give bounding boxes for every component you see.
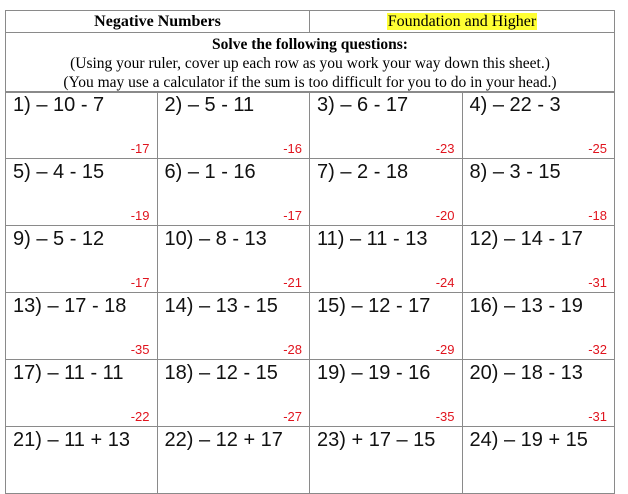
- question-cell: [309, 292, 463, 360]
- question-cell: [462, 359, 616, 427]
- level-label: Foundation and Higher: [387, 13, 537, 30]
- answer-text: -32: [588, 342, 607, 357]
- question-text: 3) – 6 - 17: [317, 94, 409, 116]
- answer-text: -21: [283, 275, 302, 290]
- question-cell: [157, 91, 311, 159]
- answer-text: -20: [435, 208, 455, 223]
- question-text: 17) – 11 - 11: [13, 362, 124, 384]
- question-cell: [462, 426, 616, 494]
- answer-text: -23: [435, 141, 455, 156]
- question-text: 12) – 14 - 17: [469, 228, 583, 250]
- question-text: 13) – 17 - 18: [13, 295, 127, 317]
- question-text: 6) – 1 - 16: [164, 161, 256, 183]
- question-text: 9) – 5 - 12: [13, 228, 105, 250]
- question-cell: [5, 91, 158, 159]
- question-text: 23) + 17 – 15: [317, 429, 436, 451]
- instructions: [5, 32, 615, 93]
- answer-text: -19: [130, 208, 150, 223]
- answer-text: -18: [588, 208, 607, 223]
- question-text: 14) – 13 - 15: [164, 295, 278, 317]
- question-text: 19) – 19 - 16: [317, 362, 431, 384]
- question-text: 8) – 3 - 15: [469, 161, 561, 183]
- question-cell: [462, 292, 616, 360]
- question-cell: [157, 359, 311, 427]
- question-text: 4) – 22 - 3: [469, 94, 561, 116]
- question-cell: [5, 158, 158, 226]
- question-text: 10) – 8 - 13: [164, 228, 267, 250]
- question-text: 1) – 10 - 7: [13, 94, 105, 116]
- question-cell: [462, 158, 616, 226]
- answer-text: -28: [283, 342, 302, 357]
- question-cell: [309, 225, 463, 293]
- answer-text: -31: [588, 275, 607, 290]
- question-cell: [309, 359, 463, 427]
- answer-text: -16: [283, 141, 302, 156]
- question-text: 16) – 13 - 19: [469, 295, 583, 317]
- question-cell: [309, 426, 463, 494]
- question-text: 11) – 11 - 13: [317, 228, 428, 250]
- instructions-line-1: (Using your ruler, cover up each row as you work your way down this sheet.): [70, 55, 550, 72]
- question-text: 5) – 4 - 15: [13, 161, 105, 183]
- question-cell: [462, 91, 616, 159]
- question-cell: [157, 292, 311, 360]
- instructions-line-2: (You may use a calculator if the sum is too difficult for you to do in your head.): [63, 74, 557, 91]
- question-text: 21) – 11 + 13: [13, 429, 130, 451]
- answer-text: -25: [588, 141, 607, 156]
- instructions-heading: Solve the following questions:: [212, 36, 408, 53]
- answer-text: -17: [283, 208, 302, 223]
- question-text: 18) – 12 - 15: [164, 362, 278, 384]
- question-text: 24) – 19 + 15: [469, 429, 588, 451]
- question-cell: [309, 91, 463, 159]
- question-text: 2) – 5 - 11: [164, 94, 255, 116]
- answer-text: -17: [130, 141, 150, 156]
- question-cell: [157, 225, 311, 293]
- question-text: 7) – 2 - 18: [317, 161, 409, 183]
- answer-text: -35: [130, 342, 150, 357]
- question-cell: [5, 292, 158, 360]
- level-label-cell: [309, 10, 615, 33]
- question-text: 22) – 12 + 17: [164, 429, 283, 451]
- answer-text: -27: [283, 409, 302, 424]
- answer-text: -24: [435, 275, 455, 290]
- question-cell: [157, 426, 311, 494]
- question-text: 20) – 18 - 13: [469, 362, 583, 384]
- question-grid: [5, 92, 615, 494]
- question-cell: [462, 225, 616, 293]
- worksheet-title: Negative Numbers: [5, 10, 310, 33]
- question-cell: [5, 359, 158, 427]
- question-cell: [5, 225, 158, 293]
- question-cell: [157, 158, 311, 226]
- answer-text: -35: [435, 409, 455, 424]
- answer-text: -17: [130, 275, 150, 290]
- answer-text: -31: [588, 409, 607, 424]
- question-cell: [5, 426, 158, 494]
- answer-text: -29: [435, 342, 455, 357]
- question-text: 15) – 12 - 17: [317, 295, 431, 317]
- question-cell: [309, 158, 463, 226]
- answer-text: -22: [130, 409, 150, 424]
